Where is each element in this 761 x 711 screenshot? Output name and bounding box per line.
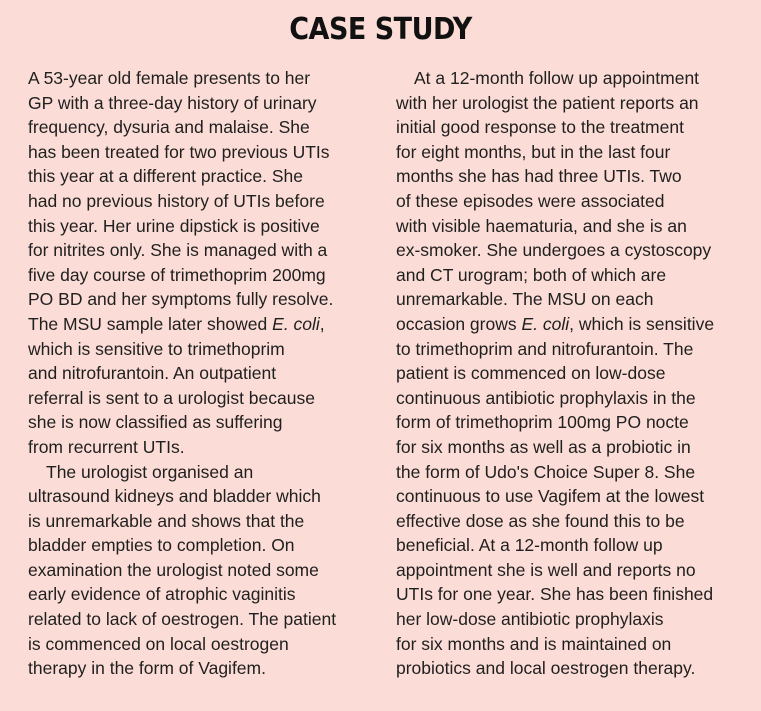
text-line: continuous antibiotic prophylaxis in the: [396, 387, 696, 408]
text-line: to trimethoprim and nitrofurantoin. The: [396, 338, 694, 359]
italic-organism-name: E. coli: [521, 313, 570, 334]
text-line: ex-smoker. She undergoes a cystoscopy: [396, 240, 712, 261]
text-line: beneficial. At a 12-month follow up: [396, 535, 663, 556]
text-line: unremarkable. The MSU on each: [396, 289, 654, 310]
text-line: for nitrites only. She is managed with a: [28, 240, 328, 261]
text-line: for six months as well as a probiotic in: [396, 436, 691, 457]
text-line: [28, 312, 378, 337]
italic-organism-name: E. coli: [272, 313, 320, 334]
text-line: ultrasound kidneys and bladder which: [28, 486, 321, 507]
text-line: continuous to use Vagifem at the lowest: [396, 486, 705, 507]
text-line: had no previous history of UTIs before: [28, 190, 325, 211]
text-line: her low-dose antibiotic prophylaxis: [396, 609, 664, 630]
text-line: the form of Udo's Choice Super 8. She: [396, 461, 696, 482]
text-line: and nitrofurantoin. An outpatient: [28, 363, 277, 384]
text-line: months she has had three UTIs. Two: [396, 166, 682, 187]
text-line: UTIs for one year. She has been finished: [396, 584, 714, 605]
text-line: from recurrent UTIs.: [28, 436, 185, 457]
text-line: with her urologist the patient reports an: [396, 92, 699, 113]
text-line: therapy in the form of Vagifem.: [28, 658, 266, 679]
text-line: of these episodes were associated: [396, 190, 665, 211]
text-line: this year. Her urine dipstick is positive: [28, 215, 320, 236]
text-line: PO BD and her symptoms fully resolve.: [28, 289, 334, 310]
text-line: which is sensitive to trimethoprim: [28, 338, 285, 359]
case-study-title: CASE STUDY: [289, 12, 472, 47]
text-line: referral is sent to a urologist because: [28, 387, 315, 408]
text-line: has been treated for two previous UTIs: [28, 141, 330, 162]
text-line: she is now classified as suffering: [28, 412, 283, 433]
text-line: effective dose as she found this to be: [396, 510, 685, 531]
text-line: probiotics and local oestrogen therapy.: [396, 658, 696, 679]
text-line: frequency, dysuria and malaise. She: [28, 117, 310, 138]
text-line: The urologist organised an: [46, 461, 254, 482]
text-line: initial good response to the treatment: [396, 117, 684, 138]
text-line: with visible haematuria, and she is an: [396, 215, 687, 236]
text-line: is commenced on local oestrogen: [28, 633, 289, 654]
text-line: examination the urologist noted some: [28, 559, 319, 580]
text-line: for eight months, but in the last four: [396, 141, 671, 162]
text-line: early evidence of atrophic vaginitis: [28, 584, 296, 605]
text-line: this year at a different practice. She: [28, 166, 303, 187]
text-segment: ,: [319, 313, 325, 334]
text-line: patient is commenced on low-dose: [396, 363, 666, 384]
text-line: and CT urogram; both of which are: [396, 264, 667, 285]
text-segment: , which is sensitive: [569, 313, 715, 334]
text-line: appointment she is well and reports no: [396, 559, 696, 580]
text-line: At a 12-month follow up appointment: [414, 68, 700, 88]
text-line: five day course of trimethoprim 200mg: [28, 264, 326, 285]
text-segment: occasion grows: [396, 313, 522, 334]
text-segment: The MSU sample later showed: [28, 313, 273, 334]
right-column: [396, 66, 746, 681]
text-line: form of trimethoprim 100mg PO nocte: [396, 412, 689, 433]
text-line: [396, 312, 746, 337]
text-line: for six months and is maintained on: [396, 633, 672, 654]
text-line: is unremarkable and shows that the: [28, 510, 305, 531]
text-line: related to lack of oestrogen. The patient: [28, 609, 337, 630]
text-line: A 53-year old female presents to her: [28, 68, 311, 88]
left-column: [28, 66, 378, 681]
text-line: GP with a three-day history of urinary: [28, 92, 317, 113]
text-line: bladder empties to completion. On: [28, 535, 295, 556]
